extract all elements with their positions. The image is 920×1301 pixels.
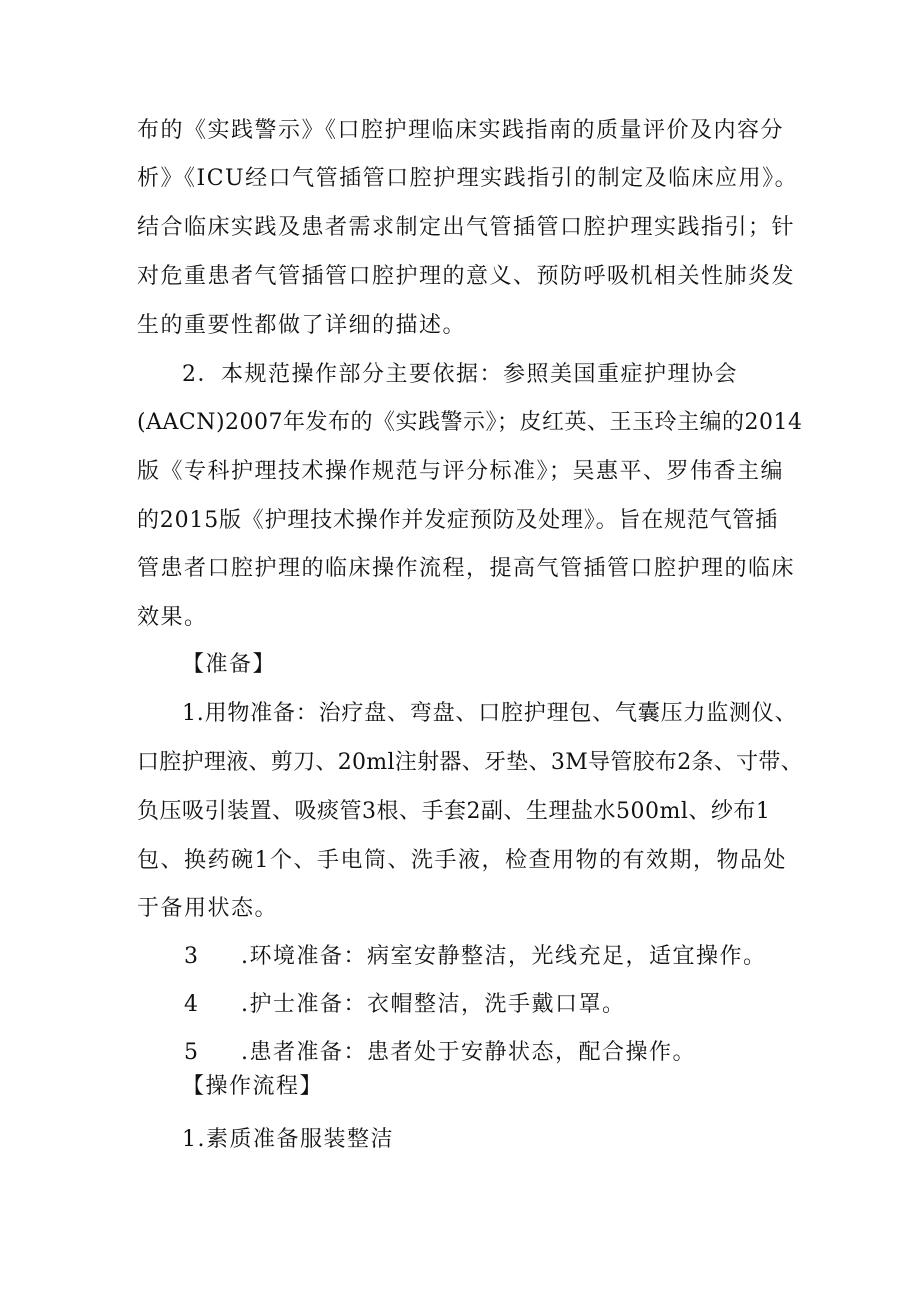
para1-line-1: 布的《实践警示》《口腔护理临床实践指南的质量评价及内容分 bbox=[137, 118, 785, 143]
prep1-line-3: 负压吸引装置、吸痰管3根、手套2副、生理盐水500ml、纱布1 bbox=[137, 799, 771, 824]
flow-heading: 【操作流程】 bbox=[182, 1074, 324, 1099]
flow-item-1: 1.素质准备服装整洁 bbox=[182, 1127, 394, 1152]
para1-line-3: 结合临床实践及患者需求制定出气管插管口腔护理实践指引；针 bbox=[137, 215, 796, 240]
prep1-line-1: 1.用物准备：治疗盘、弯盘、口腔护理包、气囊压力监测仪、 bbox=[182, 701, 798, 726]
para2-line-2: (AACN)2007年发布的《实践警示》；皮红英、王玉玲主编的2014 bbox=[137, 410, 803, 435]
prep-item-text: .护士准备：衣帽整洁，洗手戴口罩。 bbox=[241, 992, 626, 1017]
prep-heading: 【准备】 bbox=[182, 652, 277, 677]
prep1-line-5: 于备用状态。 bbox=[137, 896, 279, 921]
prep-item-text: .患者准备：患者处于安静状态，配合操作。 bbox=[241, 1040, 696, 1065]
prep-item-number: 4 bbox=[184, 992, 198, 1017]
para2-line-5: 管患者口腔护理的临床操作流程，提高气管插管口腔护理的临床 bbox=[137, 556, 796, 581]
para2-line-1: 2．本规范操作部分主要依据：参照美国重症护理协会 bbox=[182, 362, 738, 387]
para2-line-6: 效果。 bbox=[137, 605, 208, 630]
para1-line-4: 对危重患者气管插管口腔护理的意义、预防呼吸机相关性肺炎发 bbox=[137, 264, 796, 289]
para2-line-4: 的2015版《护理技术操作并发症预防及处理》。旨在规范气管插 bbox=[137, 508, 778, 533]
para2-line-3: 版《专科护理技术操作规范与评分标准》；吴惠平、罗伟香主编 bbox=[137, 459, 785, 484]
prep1-line-2: 口腔护理液、剪刀、20ml注射器、牙垫、3M导管胶布2条、寸带、 bbox=[137, 750, 804, 775]
prep1-line-4: 包、换药碗1个、手电筒、洗手液，检查用物的有效期，物品处 bbox=[137, 848, 787, 873]
para1-line-2: 析》《ICU经口气管插管口腔护理实践指引的制定及临床应用》。 bbox=[137, 166, 799, 191]
prep-item-number: 3 bbox=[184, 944, 198, 969]
para1-line-5: 生的重要性都做了详细的描述。 bbox=[137, 313, 467, 338]
prep-item-number: 5 bbox=[184, 1040, 198, 1065]
prep-item-text: .环境准备：病室安静整洁，光线充足，适宜操作。 bbox=[241, 944, 767, 969]
